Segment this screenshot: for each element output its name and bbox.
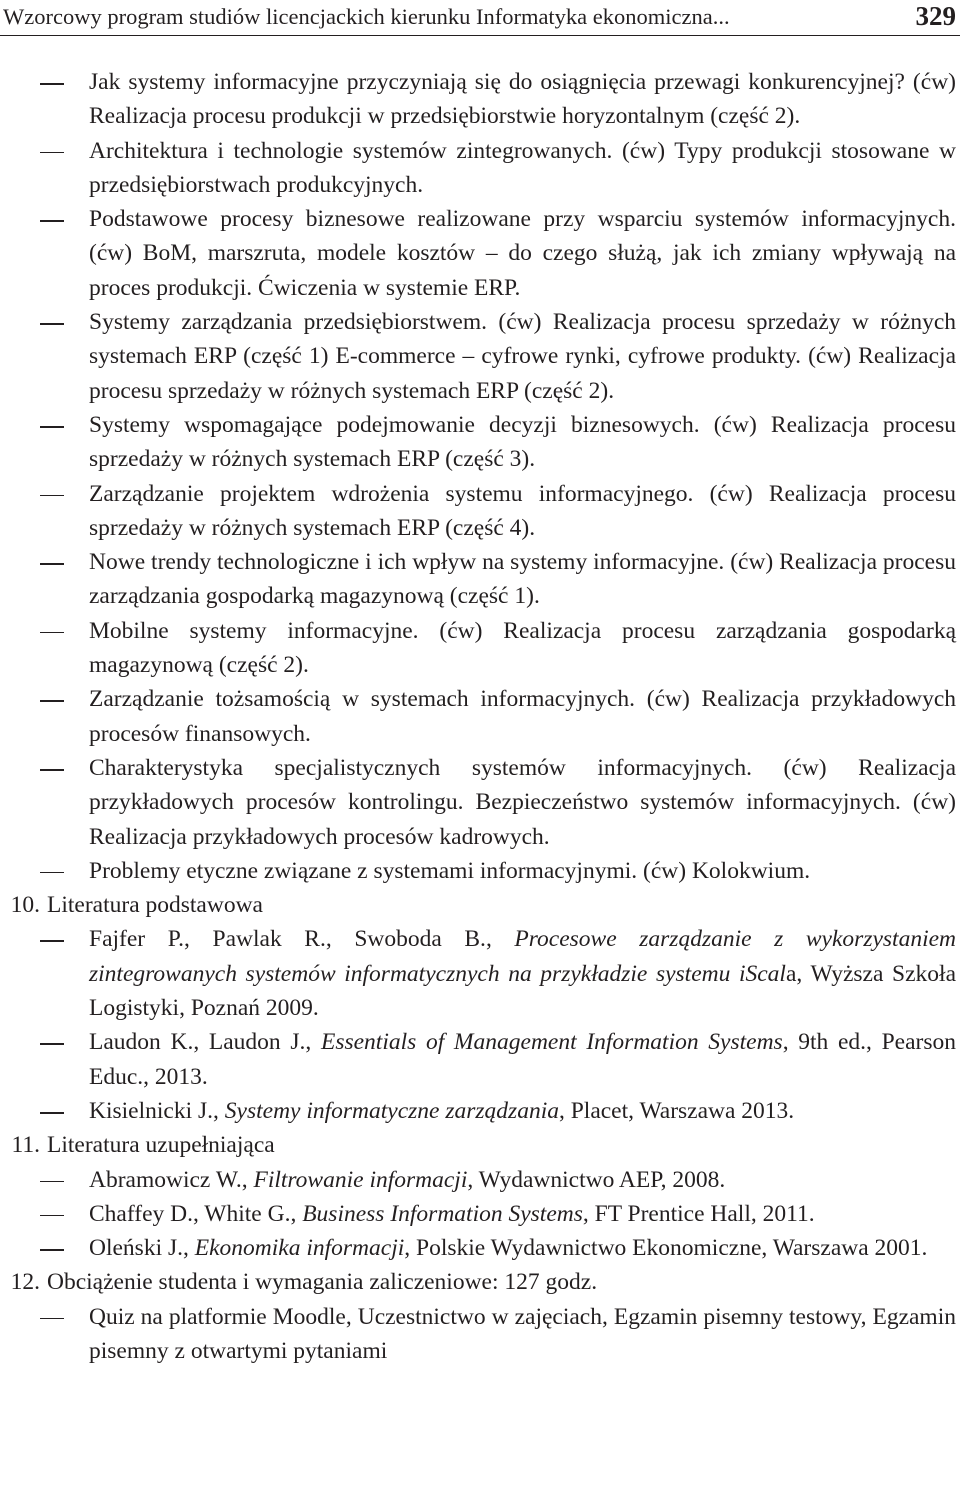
topic-item: Mobilne systemy informacyjne. (ćw) Realizacja procesu zarządzania gospodarką magazynową (część 2). xyxy=(0,614,956,683)
section-title: Literatura uzupełniająca xyxy=(47,1132,275,1159)
reference-title: Filtrowanie informacji xyxy=(253,1166,468,1193)
reference-title: Procesowe zarządzanie z wykorzystaniem zintegrowanych systemów informatycznych na przykładzie systemu iScal xyxy=(89,926,956,987)
workload-list xyxy=(0,1300,960,1369)
reference-item: Fajfer P., Pawlak R., Swoboda B., Procesowe zarządzanie z wykorzystaniem zintegrowanych systemów informatycznych na przykładzie systemu iScala, Wyższa Szkoła Logistyki, Poznań 2009. xyxy=(0,922,956,1025)
reference-item: Abramowicz W., Filtrowanie informacji, Wydawnictwo AEP, 2008. xyxy=(0,1163,956,1197)
reference-title: Ekonomika informacji xyxy=(194,1235,405,1262)
literature-basic-list xyxy=(0,922,960,1128)
page-number: 329 xyxy=(915,1,956,31)
reference-item: Oleński J., Ekonomika informacji, Polskie Wydawnictwo Ekonomiczne, Warszawa 2001. xyxy=(0,1231,956,1265)
reference-authors: Oleński J. xyxy=(89,1235,183,1262)
literature-extra-list xyxy=(0,1163,960,1266)
section-title: Literatura podstawowa xyxy=(47,892,263,919)
reference-authors: Fajfer P., Pawlak R., Swoboda B. xyxy=(89,926,486,953)
reference-publisher: , Placet, Warszawa 2013. xyxy=(558,1097,795,1124)
section-number: 10. xyxy=(10,892,40,919)
topic-item: Charakterystyka specjalistycznych systemów informacyjnych. (ćw) Realizacja przykładowych procesów kontrolingu. Bezpieczeństwo systemów informacyjnych. (ćw) Realizacja przykładowych procesów kadrowych. xyxy=(0,751,956,854)
reference-item: Kisielnicki J., Systemy informatyczne zarządzania, Placet, Warszawa 2013. xyxy=(0,1094,956,1128)
section-number: 11. xyxy=(11,1132,40,1159)
section-title: Obciążenie studenta i wymagania zaliczeniowe: 127 godz. xyxy=(47,1269,598,1296)
reference-item: Laudon K., Laudon J., Essentials of Management Information Systems, 9th ed., Pearson Educ., 2013. xyxy=(0,1025,956,1094)
topic-item: Architektura i technologie systemów zintegrowanych. (ćw) Typy produkcji stosowane w przedsiębiorstwach produkcyjnych. xyxy=(0,134,956,203)
running-header xyxy=(0,0,960,36)
running-title: Wzorcowy program studiów licencjackich kierunku Informatyka ekonomiczna... xyxy=(3,4,730,29)
reference-publisher: , Wydawnictwo AEP, 2008. xyxy=(467,1166,726,1193)
reference-item: Chaffey D., White G., Business Information Systems, FT Prentice Hall, 2011. xyxy=(0,1197,956,1231)
reference-title: Systemy informatyczne zarządzania xyxy=(224,1097,559,1124)
reference-title: Business Information Systems xyxy=(302,1200,583,1227)
reference-publisher: , FT Prentice Hall, 2011. xyxy=(582,1200,815,1227)
reference-publisher: a, Wyższa Szkoła Logistyki, Poznań 2009. xyxy=(89,960,956,1022)
section-heading-literature-basic xyxy=(0,888,960,922)
page-content xyxy=(0,65,960,1368)
topic-item: Problemy etyczne związane z systemami informacyjnymi. (ćw) Kolokwium. xyxy=(0,854,956,888)
topic-item: Systemy wspomagające podejmowanie decyzji biznesowych. (ćw) Realizacja procesu sprzedaży w różnych systemach ERP (część 3). xyxy=(0,408,956,477)
reference-authors: Chaffey D., White G. xyxy=(89,1200,291,1227)
section-heading-workload xyxy=(0,1265,960,1299)
topic-item: Zarządzanie tożsamością w systemach informacyjnych. (ćw) Realizacja przykładowych procesów finansowych. xyxy=(0,682,956,751)
topic-item: Systemy zarządzania przedsiębiorstwem. (ćw) Realizacja procesu sprzedaży w różnych systemach ERP (część 1) E-commerce – cyfrowe rynki, cyfrowe produkty. (ćw) Realizacja procesu sprzedaży w różnych systemach ERP (część 2). xyxy=(0,305,956,408)
reference-publisher: , 9th ed., Pearson Educ., 2013. xyxy=(89,1029,956,1090)
reference-authors: Kisielnicki J. xyxy=(89,1097,214,1124)
topic-item: Zarządzanie projektem wdrożenia systemu informacyjnego. (ćw) Realizacja procesu sprzedaży w różnych systemach ERP (część 4). xyxy=(0,477,956,546)
reference-authors: Abramowicz W. xyxy=(89,1166,242,1193)
topic-item: Podstawowe procesy biznesowe realizowane przy wsparciu systemów informacyjnych. (ćw) BoM, marszruta, modele kosztów – do czego służą, jak ich zmiany wpływają na proces produkcji. Ćwiczenia w systemie ERP. xyxy=(0,202,956,305)
reference-title: Essentials of Management Information Systems xyxy=(320,1029,783,1056)
section-heading-literature-extra xyxy=(0,1128,960,1162)
reference-authors: Laudon K., Laudon J. xyxy=(89,1029,306,1056)
section-number: 12. xyxy=(10,1269,40,1296)
workload-item: Quiz na platformie Moodle, Uczestnictwo w zajęciach, Egzamin pisemny testowy, Egzamin pisemny z otwartymi pytaniami xyxy=(0,1300,956,1369)
topic-item: Jak systemy informacyjne przyczyniają się do osiągnięcia przewagi konkurencyjnej? (ćw) Realizacja procesu produkcji w przedsiębiorstwie horyzontalnym (część 2). xyxy=(0,65,956,134)
topic-list xyxy=(0,65,960,888)
reference-publisher: , Polskie Wydawnictwo Ekonomiczne, Warszawa 2001. xyxy=(404,1235,928,1262)
topic-item: Nowe trendy technologiczne i ich wpływ na systemy informacyjne. (ćw) Realizacja procesu zarządzania gospodarką magazynową (część 1). xyxy=(0,545,956,614)
